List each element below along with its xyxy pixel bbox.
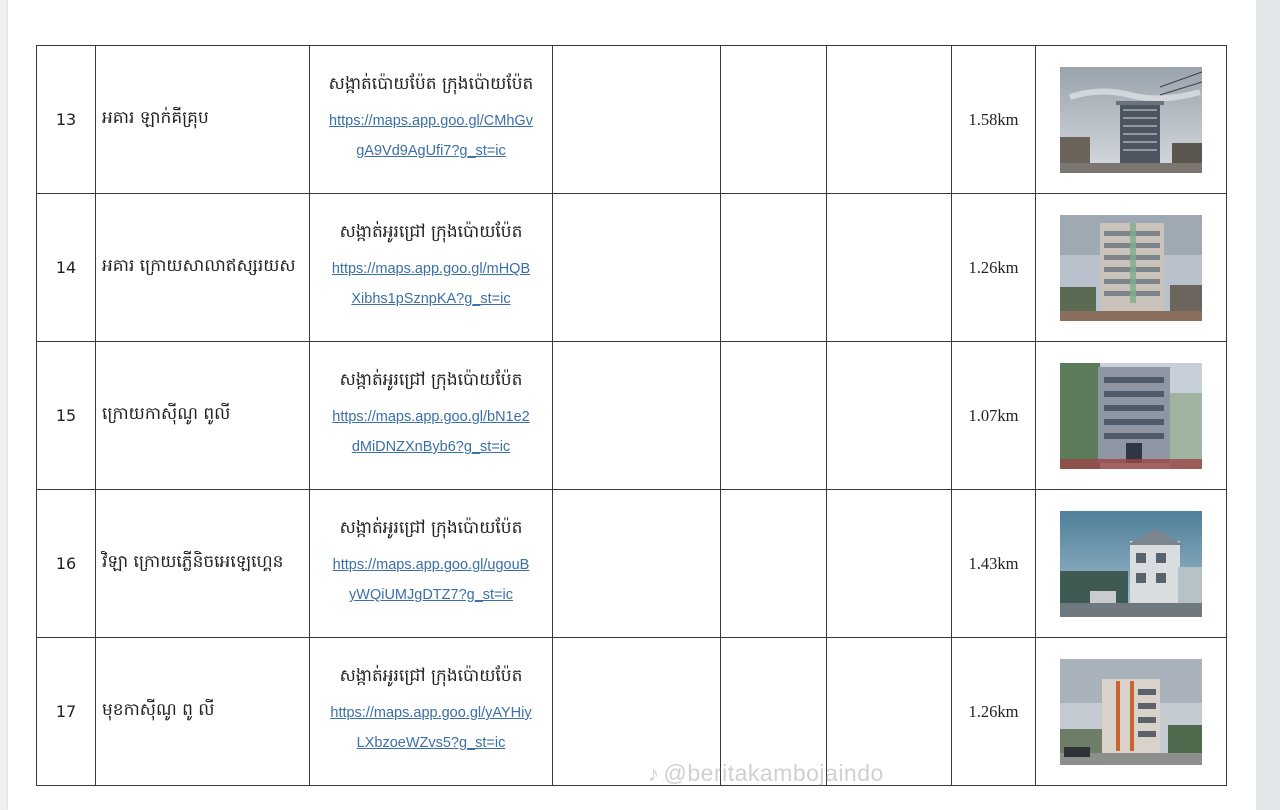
location-address: សង្កាត់អូរជ្រៅ ក្រុងប៉ោយប៉ែត xyxy=(339,518,523,538)
photo-cell xyxy=(1036,490,1227,638)
table-row xyxy=(37,46,1227,194)
building-photo xyxy=(1060,363,1202,469)
building-name: វិឡា ក្រោយភ្លើនិចអេឡេហ្គេន xyxy=(96,490,310,638)
location-address: សង្កាត់អូរជ្រៅ ក្រុងប៉ោយប៉ែត xyxy=(339,370,523,390)
document-page xyxy=(8,0,1256,810)
empty-cell xyxy=(553,194,721,342)
location-cell xyxy=(310,46,553,194)
building-name: ក្រោយកាស៊ីណូ ពូលី xyxy=(96,342,310,490)
empty-cell xyxy=(721,490,827,638)
empty-cell xyxy=(721,194,827,342)
empty-cell xyxy=(721,46,827,194)
distance: 1.43km xyxy=(952,490,1036,638)
distance: 1.26km xyxy=(952,638,1036,786)
empty-cell xyxy=(721,342,827,490)
photo-cell xyxy=(1036,342,1227,490)
map-link[interactable]: https://maps.app.goo.gl/ugouB xyxy=(332,557,530,573)
distance: 1.07km xyxy=(952,342,1036,490)
map-link[interactable]: gA9Vd9AgUfi7?g_st=ic xyxy=(356,143,506,159)
tiktok-icon: ♪ xyxy=(648,761,660,786)
table-row xyxy=(37,490,1227,638)
row-number: 17 xyxy=(37,638,96,786)
map-link[interactable]: https://maps.app.goo.gl/mHQB xyxy=(331,261,531,277)
building-name: អគារ ឡាក់គីគ្រុប xyxy=(96,46,310,194)
map-link[interactable]: https://maps.app.goo.gl/CMhGv xyxy=(329,113,533,129)
location-address: សង្កាត់អូរជ្រៅ ក្រុងប៉ោយប៉ែត xyxy=(339,222,523,242)
location-cell xyxy=(310,194,553,342)
viewer-scroll-gutter xyxy=(1256,0,1280,810)
building-photo xyxy=(1060,659,1202,765)
distance: 1.26km xyxy=(952,194,1036,342)
building-photo xyxy=(1060,511,1202,617)
map-link[interactable]: dMiDNZXnByb6?g_st=ic xyxy=(351,439,511,455)
building-name: មុខកាស៊ីណូ ពូ លី xyxy=(96,638,310,786)
row-number: 13 xyxy=(37,46,96,194)
table-row xyxy=(37,638,1227,786)
map-link[interactable]: Xibhs1pSznpKA?g_st=ic xyxy=(351,291,511,307)
building-photo xyxy=(1060,215,1202,321)
map-link[interactable]: LXbzoeWZvs5?g_st=ic xyxy=(356,735,506,751)
table-row xyxy=(37,342,1227,490)
row-number: 14 xyxy=(37,194,96,342)
map-link[interactable]: yWQiUMJgDTZ7?g_st=ic xyxy=(349,587,513,603)
row-number: 16 xyxy=(37,490,96,638)
location-cell xyxy=(310,342,553,490)
photo-cell xyxy=(1036,638,1227,786)
location-cell xyxy=(310,490,553,638)
map-link[interactable]: https://maps.app.goo.gl/yAYHiy xyxy=(330,705,532,721)
empty-cell xyxy=(827,46,952,194)
empty-cell xyxy=(827,342,952,490)
building-name: អគារ ក្រោយសាលាឥស្សរយស xyxy=(96,194,310,342)
empty-cell xyxy=(553,490,721,638)
empty-cell xyxy=(827,194,952,342)
building-photo xyxy=(1060,67,1202,173)
watermark-text: @beritakambojaindo xyxy=(663,760,884,786)
location-address: សង្កាត់អូរជ្រៅ ក្រុងប៉ោយប៉ែត xyxy=(339,666,523,686)
location-cell xyxy=(310,638,553,786)
location-address: សង្កាត់ប៉ោយប៉ែត ក្រុងប៉ោយប៉ែត xyxy=(328,74,534,94)
table-row xyxy=(37,194,1227,342)
row-number: 15 xyxy=(37,342,96,490)
photo-cell xyxy=(1036,194,1227,342)
map-link[interactable]: https://maps.app.goo.gl/bN1e2 xyxy=(332,409,530,425)
empty-cell xyxy=(553,342,721,490)
photo-cell xyxy=(1036,46,1227,194)
watermark xyxy=(648,760,884,787)
distance: 1.58km xyxy=(952,46,1036,194)
empty-cell xyxy=(827,490,952,638)
building-table xyxy=(36,45,1227,786)
empty-cell xyxy=(553,46,721,194)
